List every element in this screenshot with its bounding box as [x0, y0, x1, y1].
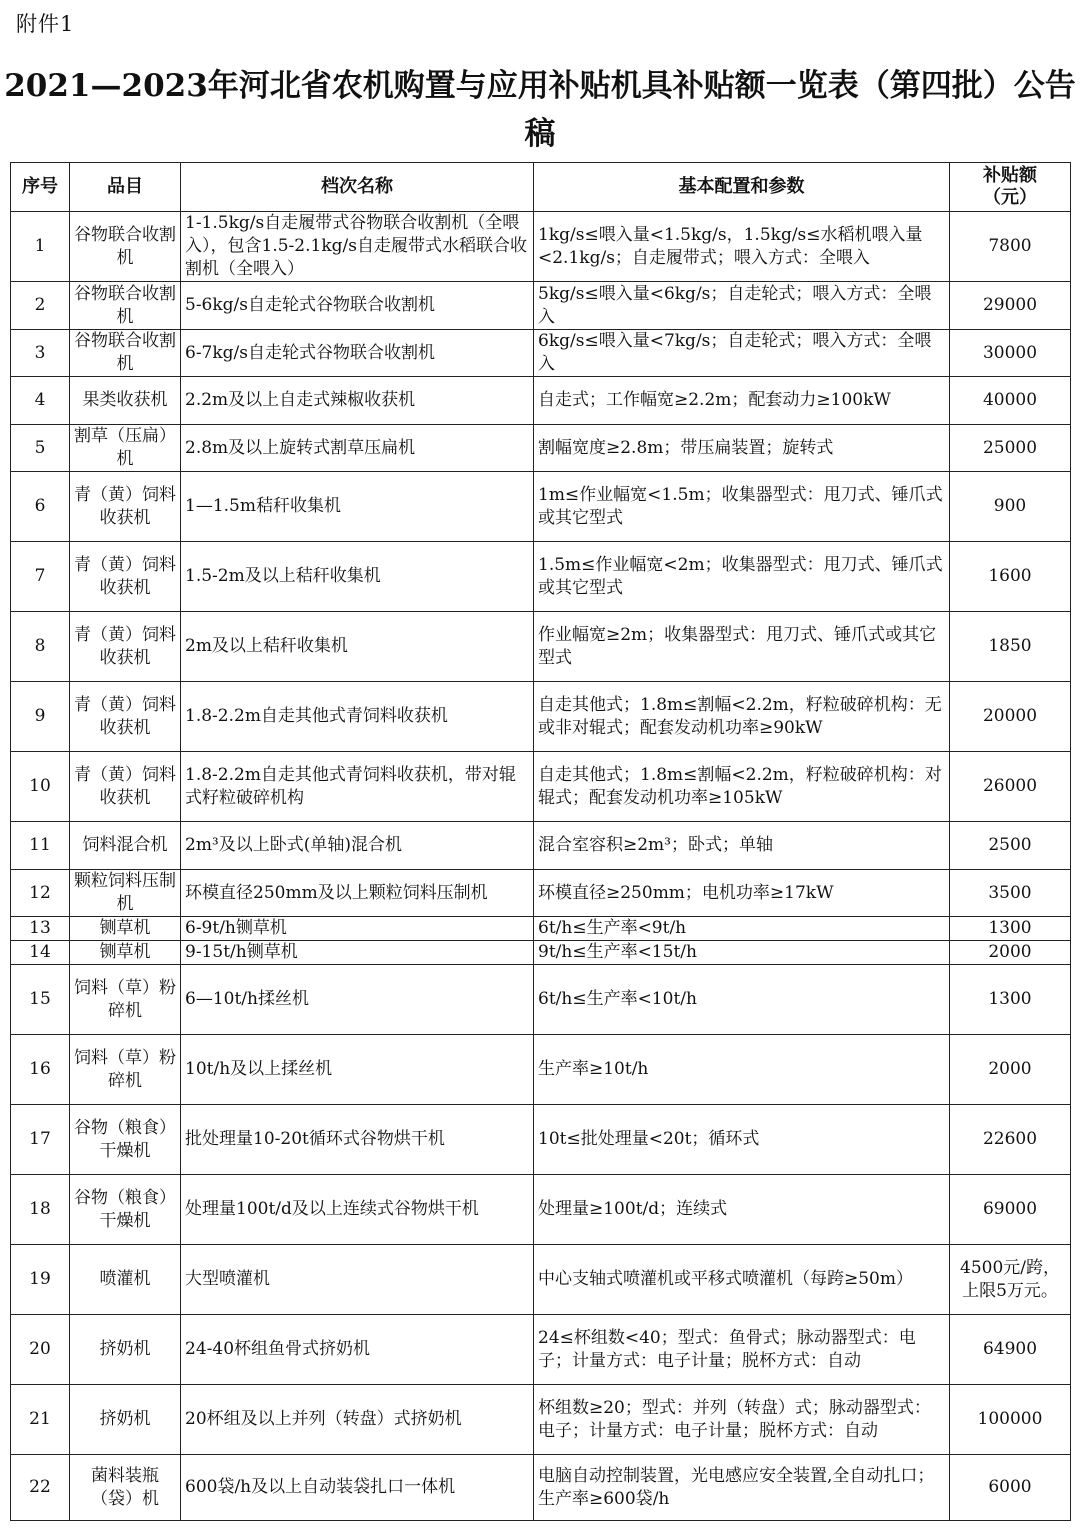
row-category: 铡草机: [70, 941, 181, 965]
row-spec: 生产率≥10t/h: [534, 1035, 950, 1105]
table-row: [11, 870, 1071, 917]
row-amount: 7800: [950, 212, 1071, 282]
row-amount: 6000: [950, 1455, 1071, 1521]
row-category: 割草（压扁）机: [70, 425, 181, 472]
row-grade-name: 1-1.5kg/s自走履带式谷物联合收割机（全喂入），包含1.5-2.1kg/s自走履带式水稻联合收割机（全喂入）: [181, 212, 534, 282]
row-category: 青（黄）饲料收获机: [70, 542, 181, 612]
header-amount: 补贴额 （元）: [950, 163, 1071, 212]
row-amount: 40000: [950, 377, 1071, 425]
row-spec: 1kg/s≤喂入量<1.5kg/s，1.5kg/s≤水稻机喂入量<2.1kg/s；自走履带式；喂入方式：全喂入: [534, 212, 950, 282]
row-spec: 9t/h≤生产率<15t/h: [534, 941, 950, 965]
row-amount: 900: [950, 472, 1071, 542]
document-title: [0, 62, 1080, 158]
row-spec: 杯组数≥20；型式：并列（转盘）式；脉动器型式：电子；计量方式：电子计量；脱杯方式：自动: [534, 1385, 950, 1455]
row-number: 5: [11, 425, 70, 472]
table-row: [11, 542, 1071, 612]
row-grade-name: 20杯组及以上并列（转盘）式挤奶机: [181, 1385, 534, 1455]
table-row: [11, 377, 1071, 425]
row-amount: 20000: [950, 682, 1071, 752]
row-number: 11: [11, 822, 70, 870]
table-row: [11, 965, 1071, 1035]
row-category: 青（黄）饲料收获机: [70, 472, 181, 542]
row-grade-name: 1.5-2m及以上秸秆收集机: [181, 542, 534, 612]
row-amount: 100000: [950, 1385, 1071, 1455]
table-row: [11, 752, 1071, 822]
row-amount: 22600: [950, 1105, 1071, 1175]
row-amount: 2500: [950, 822, 1071, 870]
table-row: [11, 941, 1071, 965]
row-spec: 作业幅宽≥2m；收集器型式：甩刀式、锤爪式或其它型式: [534, 612, 950, 682]
row-grade-name: 2.8m及以上旋转式割草压扁机: [181, 425, 534, 472]
row-amount: 26000: [950, 752, 1071, 822]
table-row: [11, 822, 1071, 870]
row-grade-name: 大型喷灌机: [181, 1245, 534, 1315]
table-row: [11, 612, 1071, 682]
row-amount: 1850: [950, 612, 1071, 682]
row-amount: 4500元/跨，上限5万元。: [950, 1245, 1071, 1315]
row-grade-name: 批处理量10-20t循环式谷物烘干机: [181, 1105, 534, 1175]
row-grade-name: 1.8-2.2m自走其他式青饲料收获机: [181, 682, 534, 752]
row-number: 18: [11, 1175, 70, 1245]
table-row: [11, 1455, 1071, 1521]
row-category: 青（黄）饲料收获机: [70, 682, 181, 752]
row-spec: 混合室容积≥2m³；卧式；单轴: [534, 822, 950, 870]
row-number: 10: [11, 752, 70, 822]
table-row: [11, 425, 1071, 472]
row-grade-name: 1—1.5m秸秆收集机: [181, 472, 534, 542]
row-amount: 29000: [950, 282, 1071, 330]
row-grade-name: 6-9t/h铡草机: [181, 917, 534, 941]
row-amount: 30000: [950, 330, 1071, 377]
row-number: 3: [11, 330, 70, 377]
row-spec: 6t/h≤生产率<9t/h: [534, 917, 950, 941]
row-spec: 自走其他式；1.8m≤割幅<2.2m，籽粒破碎机构：对辊式；配套发动机功率≥105kW: [534, 752, 950, 822]
row-number: 13: [11, 917, 70, 941]
row-number: 9: [11, 682, 70, 752]
row-category: 菌料装瓶（袋）机: [70, 1455, 181, 1521]
table-row: [11, 1315, 1071, 1385]
row-number: 16: [11, 1035, 70, 1105]
title-line-2: 稿: [524, 116, 556, 152]
row-category: 青（黄）饲料收获机: [70, 612, 181, 682]
row-amount: 1300: [950, 917, 1071, 941]
row-number: 21: [11, 1385, 70, 1455]
row-category: 铡草机: [70, 917, 181, 941]
row-grade-name: 2m³及以上卧式(单轴)混合机: [181, 822, 534, 870]
row-amount: 2000: [950, 941, 1071, 965]
row-grade-name: 环模直径250mm及以上颗粒饲料压制机: [181, 870, 534, 917]
row-grade-name: 600袋/h及以上自动装袋扎口一体机: [181, 1455, 534, 1521]
row-category: 谷物（粮食）干燥机: [70, 1105, 181, 1175]
row-spec: 1.5m≤作业幅宽<2m；收集器型式：甩刀式、锤爪式或其它型式: [534, 542, 950, 612]
row-grade-name: 5-6kg/s自走轮式谷物联合收割机: [181, 282, 534, 330]
row-category: 饲料（草）粉碎机: [70, 965, 181, 1035]
row-category: 饲料混合机: [70, 822, 181, 870]
row-spec: 中心支轴式喷灌机或平移式喷灌机（每跨≥50m）: [534, 1245, 950, 1315]
row-spec: 24≤杯组数<40；型式：鱼骨式；脉动器型式：电子；计量方式：电子计量；脱杯方式：自动: [534, 1315, 950, 1385]
row-grade-name: 2.2m及以上自走式辣椒收获机: [181, 377, 534, 425]
row-number: 4: [11, 377, 70, 425]
row-amount: 64900: [950, 1315, 1071, 1385]
row-category: 谷物联合收割机: [70, 212, 181, 282]
row-number: 20: [11, 1315, 70, 1385]
table-row: [11, 1035, 1071, 1105]
row-number: 22: [11, 1455, 70, 1521]
row-amount: 69000: [950, 1175, 1071, 1245]
row-grade-name: 2m及以上秸秆收集机: [181, 612, 534, 682]
row-spec: 5kg/s≤喂入量<6kg/s；自走轮式；喂入方式：全喂入: [534, 282, 950, 330]
row-number: 15: [11, 965, 70, 1035]
attachment-label: 附件1: [16, 12, 75, 36]
row-spec: 环模直径≥250mm；电机功率≥17kW: [534, 870, 950, 917]
row-category: 挤奶机: [70, 1315, 181, 1385]
table-row: [11, 917, 1071, 941]
row-amount: 2000: [950, 1035, 1071, 1105]
subsidy-table: [10, 162, 1071, 1521]
header-no: 序号: [11, 163, 70, 212]
row-number: 2: [11, 282, 70, 330]
row-category: 谷物联合收割机: [70, 330, 181, 377]
row-grade-name: 10t/h及以上揉丝机: [181, 1035, 534, 1105]
table-row: [11, 330, 1071, 377]
row-number: 8: [11, 612, 70, 682]
row-spec: 6t/h≤生产率<10t/h: [534, 965, 950, 1035]
row-amount: 1600: [950, 542, 1071, 612]
row-number: 6: [11, 472, 70, 542]
row-category: 颗粒饲料压制机: [70, 870, 181, 917]
row-amount: 25000: [950, 425, 1071, 472]
row-grade-name: 24-40杯组鱼骨式挤奶机: [181, 1315, 534, 1385]
header-grade: 档次名称: [181, 163, 534, 212]
row-category: 青（黄）饲料收获机: [70, 752, 181, 822]
row-number: 12: [11, 870, 70, 917]
row-spec: 10t≤批处理量<20t；循环式: [534, 1105, 950, 1175]
row-number: 7: [11, 542, 70, 612]
row-category: 谷物（粮食）干燥机: [70, 1175, 181, 1245]
row-grade-name: 处理量100t/d及以上连续式谷物烘干机: [181, 1175, 534, 1245]
row-grade-name: 6—10t/h揉丝机: [181, 965, 534, 1035]
row-spec: 割幅宽度≥2.8m；带压扁装置；旋转式: [534, 425, 950, 472]
table-row: [11, 682, 1071, 752]
row-category: 果类收获机: [70, 377, 181, 425]
row-category: 谷物联合收割机: [70, 282, 181, 330]
row-number: 14: [11, 941, 70, 965]
row-spec: 自走其他式；1.8m≤割幅<2.2m，籽粒破碎机构：无或非对辊式；配套发动机功率≥90kW: [534, 682, 950, 752]
title-line-1: 2021—2023年河北省农机购置与应用补贴机具补贴额一览表（第四批）公告: [4, 68, 1076, 104]
table-row: [11, 1175, 1071, 1245]
table-row: [11, 212, 1071, 282]
header-category: 品目: [70, 163, 181, 212]
table-row: [11, 1245, 1071, 1315]
row-spec: 1m≤作业幅宽<1.5m；收集器型式：甩刀式、锤爪式或其它型式: [534, 472, 950, 542]
row-spec: 6kg/s≤喂入量<7kg/s；自走轮式；喂入方式：全喂入: [534, 330, 950, 377]
table-row: [11, 472, 1071, 542]
row-category: 喷灌机: [70, 1245, 181, 1315]
row-spec: 电脑自动控制装置，光电感应安全装置,全自动扎口；生产率≥600袋/h: [534, 1455, 950, 1521]
row-amount: 1300: [950, 965, 1071, 1035]
row-number: 17: [11, 1105, 70, 1175]
row-grade-name: 6-7kg/s自走轮式谷物联合收割机: [181, 330, 534, 377]
table-header-row: [11, 163, 1071, 212]
row-spec: 自走式；工作幅宽≥2.2m；配套动力≥100kW: [534, 377, 950, 425]
row-grade-name: 9-15t/h铡草机: [181, 941, 534, 965]
table-row: [11, 282, 1071, 330]
row-amount: 3500: [950, 870, 1071, 917]
row-grade-name: 1.8-2.2m自走其他式青饲料收获机，带对辊式籽粒破碎机构: [181, 752, 534, 822]
table-row: [11, 1105, 1071, 1175]
row-number: 1: [11, 212, 70, 282]
header-spec: 基本配置和参数: [534, 163, 950, 212]
table-row: [11, 1385, 1071, 1455]
row-spec: 处理量≥100t/d；连续式: [534, 1175, 950, 1245]
row-category: 饲料（草）粉碎机: [70, 1035, 181, 1105]
row-category: 挤奶机: [70, 1385, 181, 1455]
row-number: 19: [11, 1245, 70, 1315]
